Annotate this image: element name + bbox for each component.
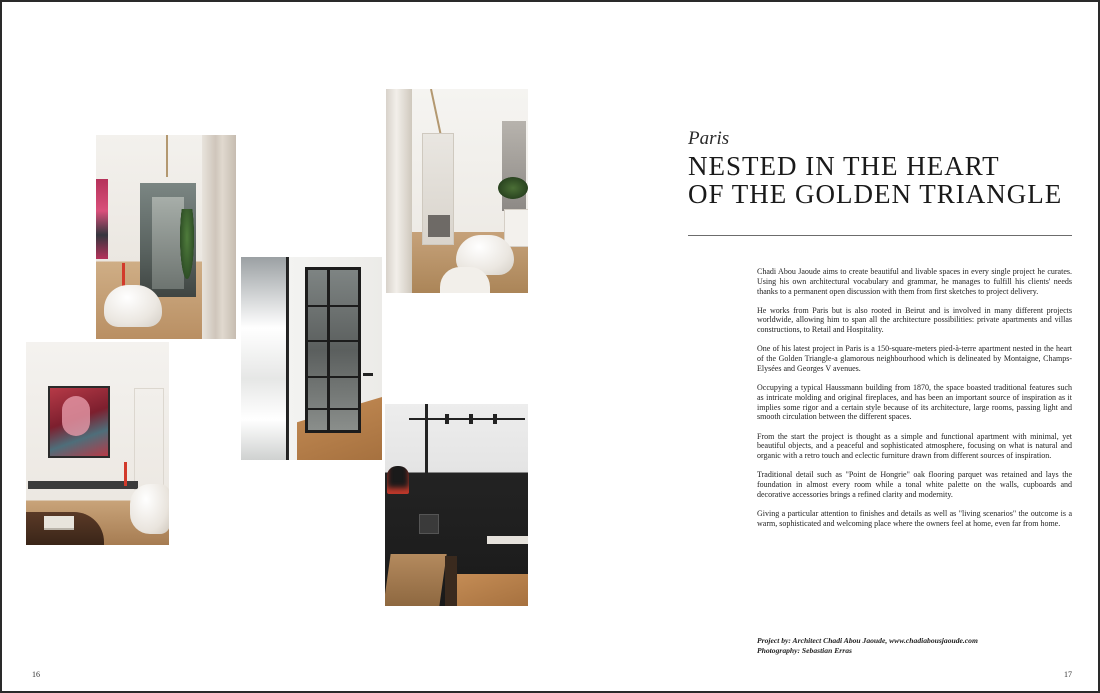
title-divider (688, 235, 1072, 236)
credit-project: Project by: Architect Chadi Abou Jaoude, www.chadiabousjaoude.com (757, 636, 978, 645)
body-paragraph: Giving a particular attention to finishes and details as well as "living scenarios" the outcome is a warm, sophisticated and welcoming place where the owners feel at home, even far from home. (757, 508, 1072, 528)
body-paragraph: Occupying a typical Haussmann building from 1870, the space boasted traditional features such as intricate molding and original fireplaces, and has been an important source of inspiration as it implies some rigor and a certain style because of its architecture, large rooms, passing light and smooth circulation between the different spaces. (757, 383, 1072, 422)
photo-detail (387, 466, 409, 494)
photo-detail (180, 209, 194, 279)
page-number-left: 16 (32, 670, 40, 679)
photo-detail (96, 179, 108, 259)
article-title (688, 152, 1068, 208)
photo-dark-kitchen (385, 404, 528, 606)
photo-detail (327, 267, 330, 433)
photo-living-room-curtains (96, 135, 236, 339)
photo-detail (445, 556, 457, 606)
photo-detail (134, 388, 164, 490)
photo-detail (445, 414, 449, 424)
article-body (757, 267, 1072, 538)
credit-photography: Photography: Sebastian Erras (757, 645, 852, 655)
photo-detail (44, 516, 74, 530)
photo-detail (385, 554, 447, 606)
photo-detail (419, 514, 439, 534)
body-paragraph: Chadi Abou Jaoude aims to create beautiful and livable spaces in every single project he curates. Using his own architectural vocabulary and grammar, he manages to fulfill his clients' needs thanks to a permanent open discussion with them from first sketches to project delivery. (757, 267, 1072, 296)
photo-detail (124, 462, 127, 486)
body-paragraph: One of his latest project in Paris is a 150-square-meters pied-à-terre apartment nested in the heart of the Golden Triangle-a glamorous neighbourhood which is delineated by Montaigne, Champs-Elysées and Georges V avenues. (757, 344, 1072, 373)
title-line-1: NESTED IN THE HEART (688, 151, 1000, 181)
photo-detail (202, 135, 236, 339)
photo-detail (28, 481, 138, 489)
page-number-right: 17 (1064, 670, 1072, 679)
photo-detail (122, 263, 125, 287)
photo-detail (241, 257, 286, 460)
photo-detail (166, 135, 168, 177)
photo-detail (363, 373, 373, 376)
photo-detail (498, 177, 528, 199)
photo-living-room-painting (26, 342, 169, 545)
photo-detail (487, 536, 528, 544)
title-line-2: OF THE GOLDEN TRIANGLE (688, 179, 1063, 209)
photo-detail (428, 215, 450, 237)
body-paragraph: He works from Paris but is also rooted in Beirut and is involved in many different projects worldwide, allowing him to span all the architecture possibilities: private apartments and villas constructions, to Retail and Hospitality. (757, 305, 1072, 335)
photo-detail (430, 89, 442, 134)
photo-detail (440, 267, 490, 293)
photo-detail (130, 484, 169, 534)
photo-detail (504, 209, 528, 247)
article-kicker: Paris (688, 128, 730, 149)
photo-detail (457, 574, 528, 606)
body-paragraph: Traditional detail such as "Point de Hongrie" oak flooring parquet was retained and lays the foundation in almost every room while a tonal white palette on the walls, cupboards and decorative accessories brings a refined clarity and modernity. (757, 470, 1072, 499)
photo-credits (757, 636, 1072, 655)
photo-detail (386, 89, 412, 293)
photo-bedroom-hallway (386, 89, 528, 293)
photo-detail (493, 414, 497, 424)
photo-detail (425, 404, 428, 474)
body-paragraph: From the start the project is thought as a simple and functional apartment with minimal, yet beautiful objects, and a peaceful and sophisticated atmosphere, focusing on what is natural and organic with a retro touch and eclectic furniture drawn from different sources of inspiration. (757, 431, 1072, 461)
photo-detail (469, 414, 473, 424)
photo-wardrobe-glass-doors (241, 257, 382, 460)
photo-detail (104, 285, 162, 327)
photo-detail (305, 267, 361, 433)
photo-detail (62, 396, 90, 436)
